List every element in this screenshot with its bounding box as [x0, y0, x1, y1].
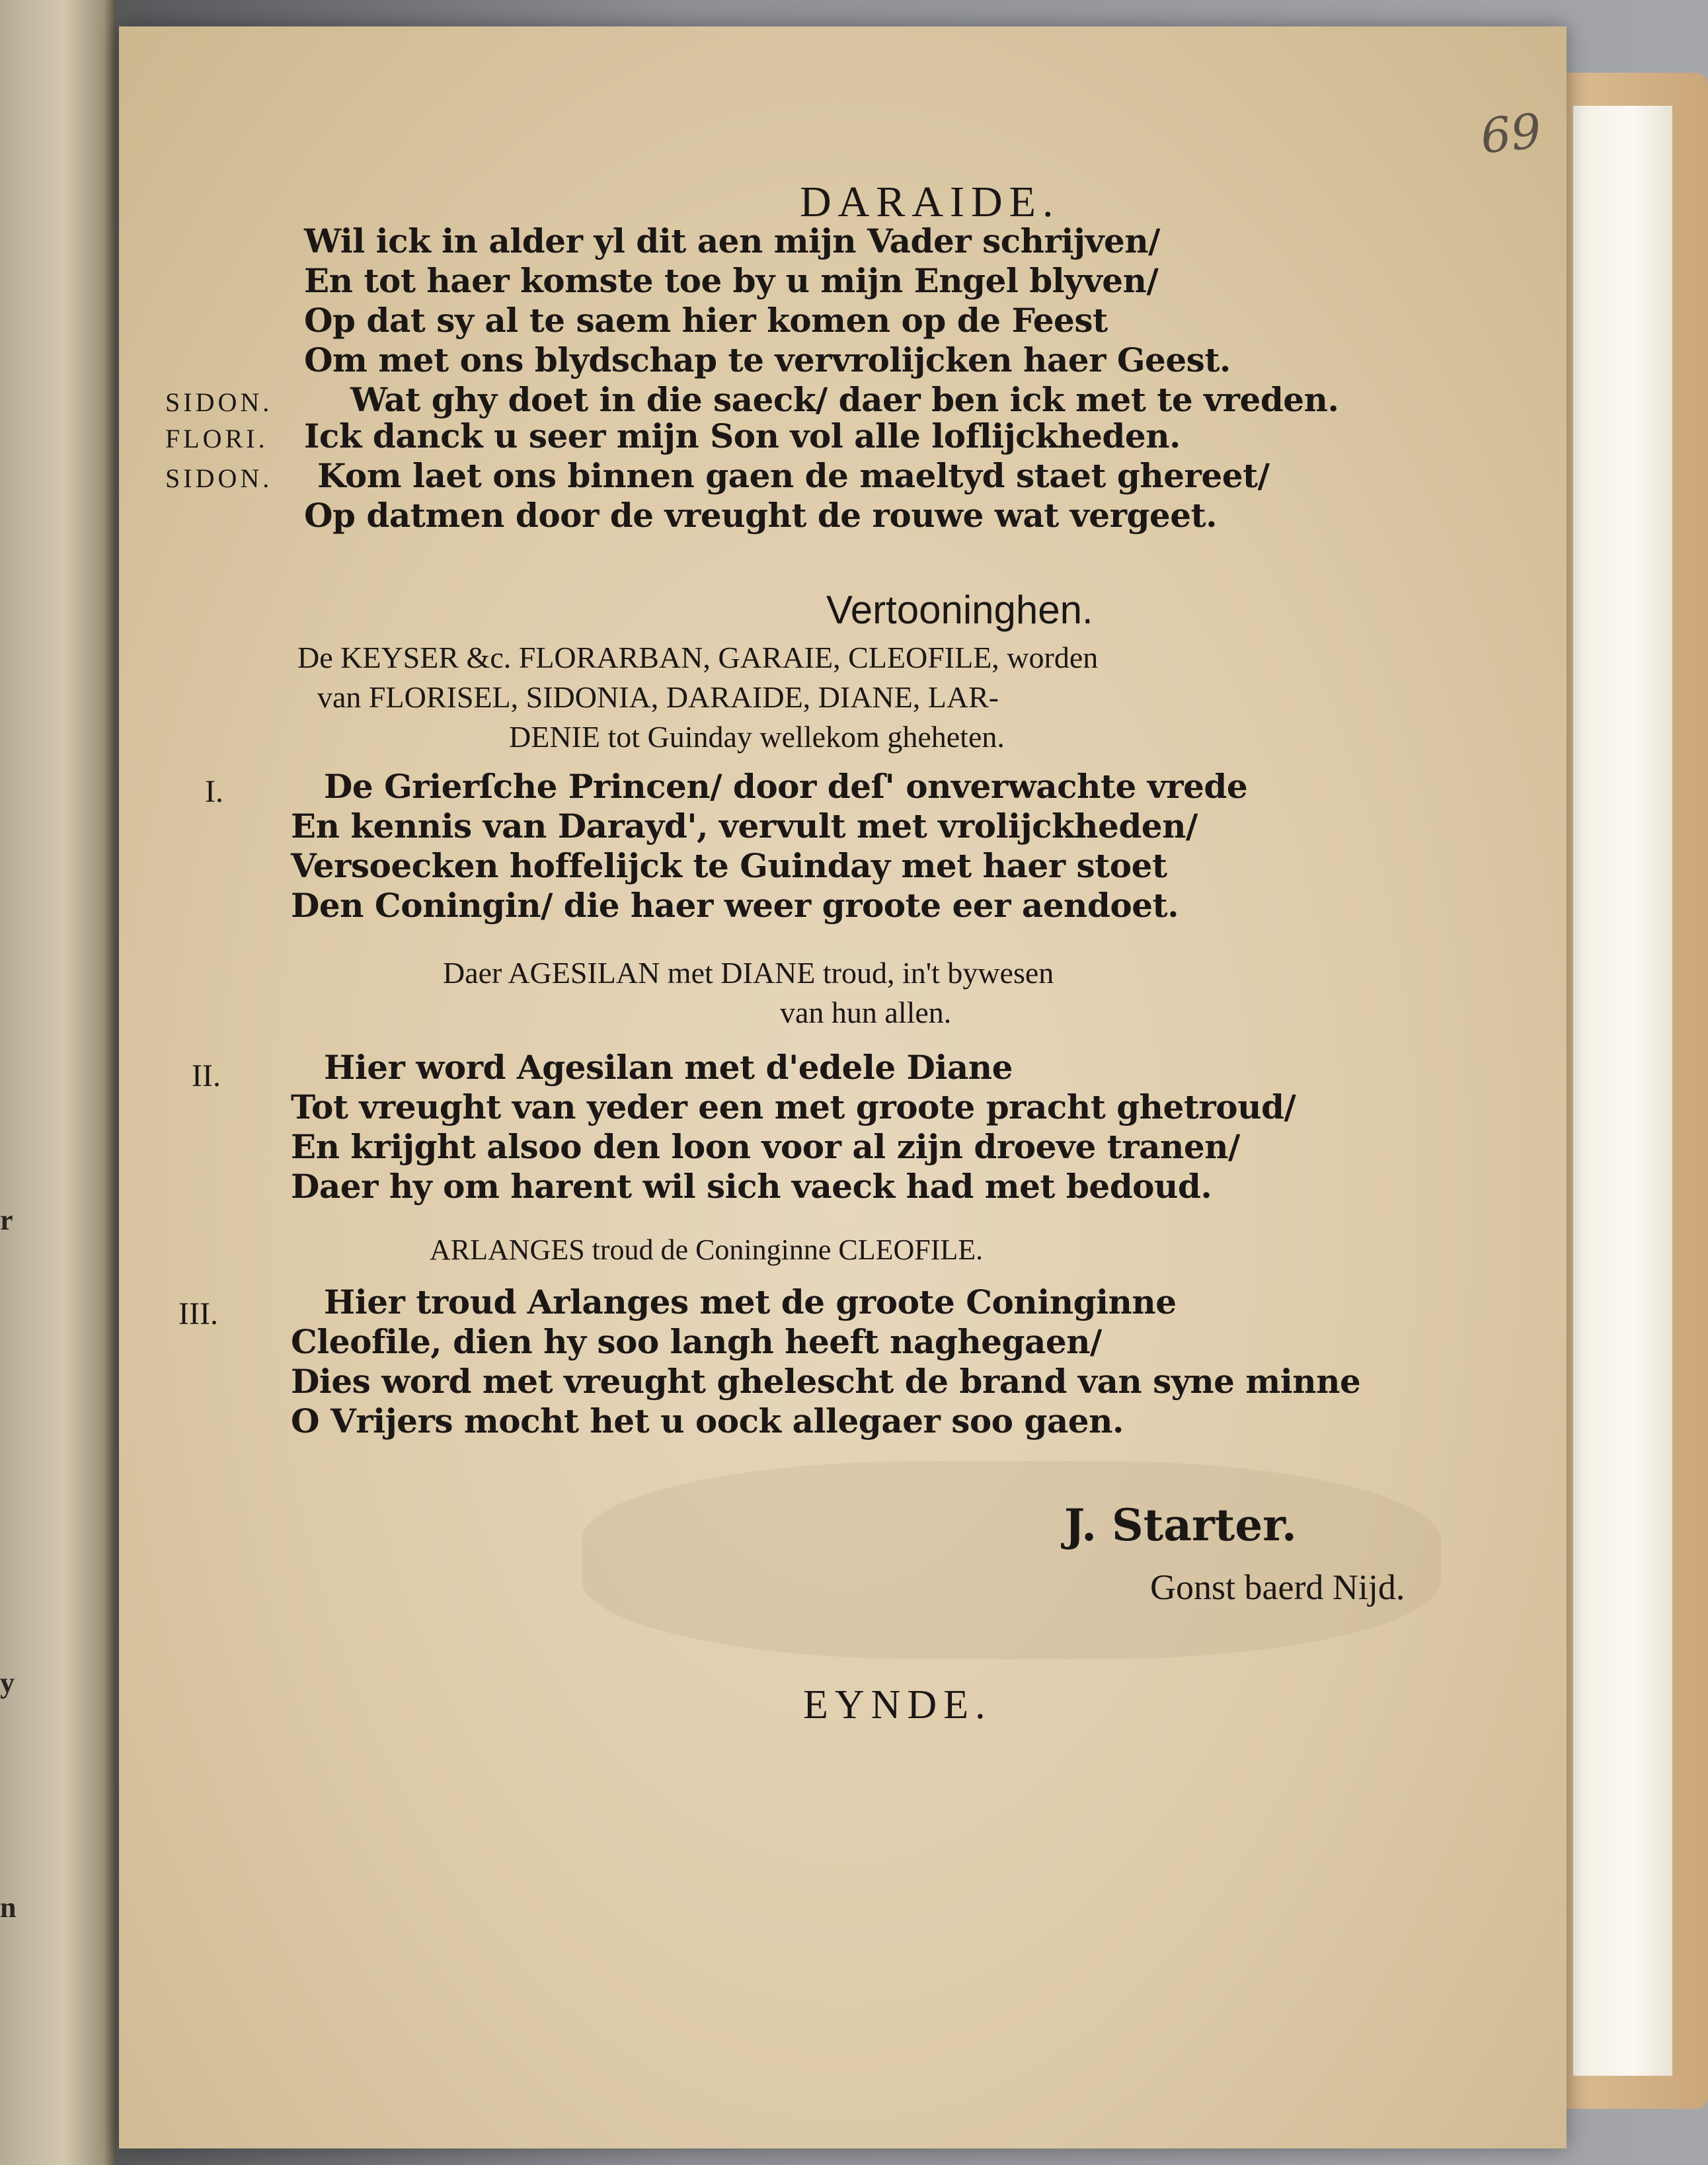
- left-page-edge: [0, 0, 116, 2165]
- left-page-fragment: r: [0, 1204, 13, 1236]
- tableau-caption: ARLANGES troud de Coninginne CLEOFILE.: [430, 1234, 984, 1266]
- book-page: [119, 26, 1567, 2148]
- speaker-label: SIDON.: [165, 463, 273, 493]
- tableau-number: III.: [178, 1296, 218, 1331]
- tableau-number: I.: [205, 774, 223, 809]
- left-page-fragment: y: [0, 1667, 15, 1699]
- verse-line: De Grierſche Princen/ door deſ' onverwachte vrede: [324, 767, 1248, 806]
- verse-line: En kennis van Darayd', vervult met vrolijckheden/: [291, 807, 1198, 846]
- verse-line: Den Coningin/ die haer weer groote eer aendoet.: [291, 886, 1179, 925]
- verse-line: O Vrijers mocht het u oock allegaer soo gaen.: [291, 1401, 1124, 1440]
- speaker-label: FLORI.: [165, 424, 268, 453]
- verse-line: Kom laet ons binnen gaen de maeltyd staet ghereet/: [317, 456, 1270, 495]
- verse-line: Hier word Agesilan met d'edele Diane: [324, 1048, 1013, 1087]
- tableau-caption: Daer AGESILAN met DIANE troud, in't bywesen: [443, 956, 1054, 990]
- section-title: Vertooninghen.: [826, 588, 1093, 632]
- verse-line: Dies word met vreught ghelescht de brand van syne minne: [291, 1362, 1361, 1401]
- verse-line: Ick danck u seer mijn Son vol alle loflijckheden.: [304, 416, 1181, 455]
- verse-line: Op datmen door de vreught de rouwe wat vergeet.: [304, 496, 1218, 535]
- author-signature: J. Starter.: [1064, 1499, 1297, 1551]
- page-block-edge: [1573, 106, 1672, 2076]
- show-through-shadow: [582, 1461, 1441, 1659]
- folio-number: 69: [1477, 102, 1544, 165]
- closing-word: EYNDE.: [803, 1682, 992, 1727]
- verse-line: En tot haer komste toe by u mijn Engel blyven/: [304, 261, 1159, 300]
- verse-line: Wat ghy doet in die saeck/ daer ben ick met te vreden.: [350, 380, 1339, 419]
- tableau-caption: van hun allen.: [780, 996, 952, 1029]
- verse-line: Wil ick in alder yl dit aen mijn Vader schrijven/: [304, 221, 1160, 260]
- verse-line: En krijght alsoo den loon voor al zijn droeve tranen/: [291, 1127, 1240, 1166]
- verse-line: Om met ons blydschap te vervrolijcken haer Geest.: [304, 340, 1231, 379]
- tableau-intro-line: De KEYSER &c. FLORARBAN, GARAIE, CLEOFILE, worden: [297, 641, 1099, 674]
- author-motto: Gonst baerd Nijd.: [1150, 1567, 1405, 1607]
- page-heading: DARAIDE.: [800, 178, 1060, 226]
- tableau-intro-line: van FLORISEL, SIDONIA, DARAIDE, DIANE, LAR-: [317, 680, 999, 714]
- left-page-fragment: n: [0, 1891, 17, 1924]
- verse-line: Daer hy om harent wil sich vaeck had met bedoud.: [291, 1167, 1212, 1206]
- verse-line: Op dat sy al te saem hier komen op de Feest: [304, 301, 1108, 340]
- verse-line: Cleofile, dien hy soo langh heeft naghegaen/: [291, 1322, 1102, 1361]
- verse-line: Tot vreught van yeder een met groote pracht ghetroud/: [291, 1087, 1296, 1126]
- verse-line: Hier troud Arlanges met de groote Coninginne: [324, 1282, 1177, 1321]
- verse-line: Versoecken hoffelijck te Guinday met haer stoet: [291, 846, 1167, 885]
- tableau-number: II.: [192, 1058, 221, 1093]
- tableau-intro-line: DENIE tot Guinday wellekom gheheten.: [509, 720, 1005, 754]
- speaker-label: SIDON.: [165, 387, 273, 417]
